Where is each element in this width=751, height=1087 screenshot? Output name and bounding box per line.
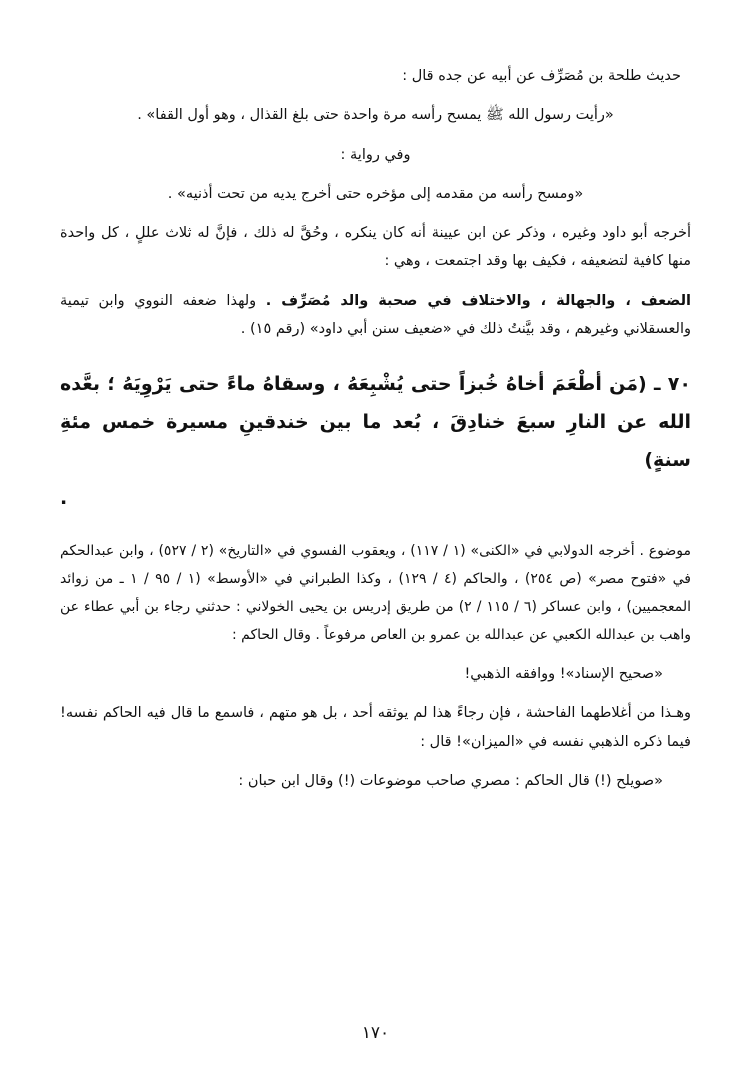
paragraph-commentary: وهـذا من أغلاطهما الفاحشة ، فإن رجاءً هذا لم يوثقه أحد ، بل هو متهم ، فاسمع ما قال فيه الحاكم نفسه! فيما ذكره الذهبي نفسه في «الميزان»! قال : <box>60 705 691 750</box>
hadith-entry <box>60 365 691 517</box>
paragraph-takhrij-2 <box>60 287 691 344</box>
takhrij-section <box>60 537 691 649</box>
hadith-number: ٧٠ <box>667 373 691 396</box>
hadith-text-tail: . <box>60 487 68 510</box>
paragraph-wafi-riwaya: وفي رواية : <box>340 146 411 163</box>
paragraph-hadith-quote-1: «رأيت رسول الله ﷺ يمسح رأسه مرة واحدة حتى بلغ القذال ، وهو أول القفا» . <box>137 107 614 124</box>
paragraph-hakim-quote: «صحيح الإسناد»! ووافقه الذهبي! <box>464 666 663 683</box>
page-number: ١٧٠ <box>361 1023 390 1043</box>
paragraph-takhrij-sources: موضوع . أخرجه الدولابي في «الكنى» (١ / ١١٧) ، ويعقوب الفسوي في «التاريخ» (٢ / ٥٢٧) ، وابن عبدالحكم في «فتوح مصر» (ص ٢٥٤) ، والحاكم (٤ / ١٢٩) ، وكذا الطبراني في «الأوسط» (١ / ٩٥ / ١ ـ من زوائد المعجميين) ، وابن عساكر (٦ / ١١٥ / ٢) من طريق إدريس بن يحيى الخولاني : حدثني رجاء بن أبي عطاء عن واهب بن عبدالله الكعبي عن عبدالله بن عمرو بن العاص مرفوعاً . وقال الحاكم : <box>60 543 692 644</box>
takhrij-illal-bold: الضعف ، والجهالة ، والاختلاف في صحبة والد مُصَرِّف . <box>265 292 691 309</box>
takhrij-illal-rest: ولهذا ضعفه النووي وابن تيمية والعسقلاني وغيرهم ، وقد بيَّنتُ ذلك في «ضعيف سنن أبي داود» (رقم ١٥) . <box>60 292 691 337</box>
hadith-text: (مَن أطْعَمَ أخاهُ خُبزاً حتى يُشْبِعَهُ ، وسقاهُ ماءً حتى يَرْوِيَهُ ؛ بعَّده الله عن النارِ سبعَ خنادِقَ ، بُعد ما بين خندقينِ مسيرة خمس مئةِ سنةٍ) <box>60 373 691 472</box>
page-content <box>60 62 691 1001</box>
paragraph-hadith-quote-2: «ومسح رأسه من مقدمه إلى مؤخره حتى أخرج يديه من تحت أذنيه» . <box>167 185 584 202</box>
paragraph-intro-isnad: حديث طلحة بن مُصَرِّف عن أبيه عن جده قال : <box>402 68 681 84</box>
hadith-dash: ـ <box>653 373 661 396</box>
paragraph-takhrij-1: أخرجه أبو داود وغيره ، وذكر عن ابن عيينة أنه كان ينكره ، وحُقَّ له ذلك ، فإنَّ له ثلاث عللٍ ، كل واحدة منها كافية لتضعيفه ، فكيف بها وقد اجتمعت ، وهي : <box>60 225 691 270</box>
paragraph-final-quote: «صويلح (!) قال الحاكم : مصري صاحب موضوعات (!) وقال ابن حبان : <box>238 772 663 789</box>
